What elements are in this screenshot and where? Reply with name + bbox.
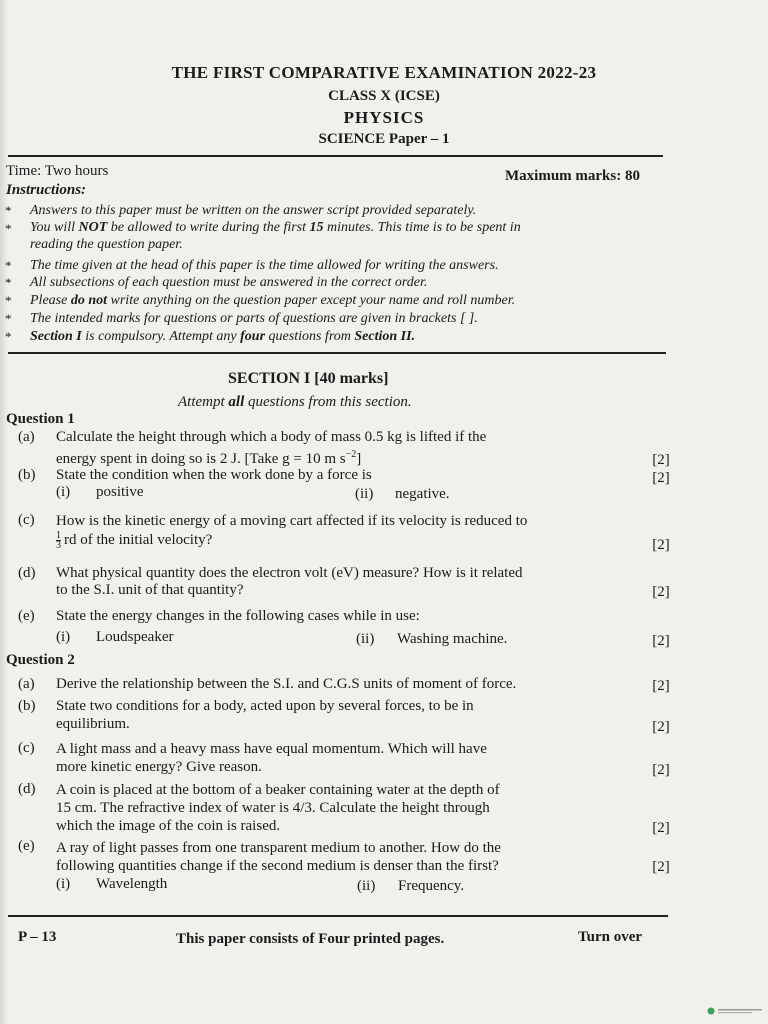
- question-text: A light mass and a heavy mass have equal momentum. Which will have: [56, 741, 487, 757]
- option-text: positive: [96, 484, 144, 500]
- marks-label: [2]: [652, 633, 670, 649]
- fraction-one-third: $\frac{1}{3}$: [56, 530, 61, 551]
- question-text: equilibrium.: [56, 716, 130, 732]
- question-text: State two conditions for a body, acted upon by several forces, to be in: [56, 698, 474, 714]
- marks-label: [2]: [652, 584, 670, 600]
- bullet-star-icon: *: [5, 293, 12, 308]
- marks-label: [2]: [652, 678, 670, 694]
- part-label: (a): [18, 429, 35, 445]
- marks-label: [2]: [652, 719, 670, 735]
- question-text: State the energy changes in the following cases while in use:: [56, 608, 420, 624]
- section-title: SECTION I [40 marks]: [228, 370, 389, 387]
- part-label: (b): [18, 467, 36, 483]
- sub-part-label: (ii): [356, 631, 375, 647]
- part-label: (e): [18, 838, 35, 854]
- page-code: P – 13: [18, 929, 57, 945]
- time-label: Time: Two hours: [6, 163, 109, 179]
- question-text: which the image of the coin is raised.: [56, 818, 281, 834]
- max-marks-label: Maximum marks: 80: [505, 168, 640, 184]
- instruction-item: Answers to this paper must be written on the answer script provided separately.: [30, 203, 477, 218]
- question-text: energy spent in doing so is 2 J. [Take g = 10 m $s^{-2}$]: [56, 449, 362, 467]
- marks-label: [2]: [652, 470, 670, 486]
- question-text: 15 cm. The refractive index of water is 4/3. Calculate the height through: [56, 800, 490, 816]
- subject-label: PHYSICS: [343, 108, 425, 127]
- question-text: A ray of light passes from one transparent medium to another. How do the: [56, 840, 501, 856]
- question-text: following quantities change if the second medium is denser than the first?: [56, 858, 499, 874]
- marks-label: [2]: [652, 859, 670, 875]
- instructions-title: Instructions:: [6, 182, 87, 198]
- option-text: negative.: [395, 486, 450, 502]
- question-text: A coin is placed at the bottom of a beaker containing water at the depth of: [56, 782, 500, 798]
- question-heading: Question 2: [6, 652, 75, 668]
- question-text: to the S.I. unit of that quantity?: [56, 582, 244, 598]
- instruction-item: The intended marks for questions or parts of questions are given in brackets [ ].: [30, 311, 478, 326]
- footer-note: This paper consists of Four printed pages.: [176, 931, 445, 947]
- instructions-divider: [8, 352, 666, 354]
- part-label: (d): [18, 565, 36, 581]
- part-label: (e): [18, 608, 35, 624]
- question-heading: Question 1: [6, 411, 75, 427]
- paper-label: SCIENCE Paper – 1: [318, 131, 450, 147]
- section-subtitle: Attempt all questions from this section.: [178, 394, 412, 410]
- header-divider: [8, 155, 663, 157]
- footer-divider: [8, 915, 668, 917]
- marks-label: [2]: [652, 452, 670, 468]
- sub-part-label: (i): [56, 629, 71, 645]
- sub-part-label: (ii): [355, 486, 374, 502]
- option-text: Wavelength: [96, 876, 168, 892]
- part-label: (b): [18, 698, 36, 714]
- instruction-item: The time given at the head of this paper is the time allowed for writing the answers.: [30, 258, 499, 273]
- question-text: State the condition when the work done by a force is: [56, 467, 372, 483]
- bullet-star-icon: *: [5, 221, 12, 236]
- part-label: (c): [18, 512, 35, 528]
- instruction-item: Section I is compulsory. Attempt any four questions from Section II.: [30, 329, 416, 344]
- turn-over-label: Turn over: [578, 929, 643, 945]
- question-text: What physical quantity does the electron volt (eV) measure? How is it related: [56, 565, 523, 581]
- sub-part-label: (i): [56, 876, 71, 892]
- question-text: $\frac{1}{3}$ rd of the initial velocity?: [56, 530, 213, 551]
- page-edge-shadow: [0, 0, 8, 1024]
- option-text: Washing machine.: [397, 631, 508, 647]
- sub-part-label: (ii): [357, 878, 376, 894]
- bullet-star-icon: *: [5, 203, 12, 218]
- bullet-star-icon: *: [5, 275, 12, 290]
- marks-label: [2]: [652, 537, 670, 553]
- scanner-stamp-icon: [706, 1006, 766, 1016]
- option-text: Loudspeaker: [96, 629, 174, 645]
- question-text: more kinetic energy? Give reason.: [56, 759, 262, 775]
- part-label: (a): [18, 676, 35, 692]
- bullet-star-icon: *: [5, 311, 12, 326]
- part-label: (c): [18, 740, 35, 756]
- instruction-item-continued: reading the question paper.: [30, 237, 183, 252]
- bullet-star-icon: *: [5, 258, 12, 273]
- question-text: Calculate the height through which a body of mass 0.5 kg is lifted if the: [56, 429, 487, 445]
- instruction-item: All subsections of each question must be answered in the correct order.: [30, 275, 428, 290]
- marks-label: [2]: [652, 762, 670, 778]
- question-text: How is the kinetic energy of a moving cart affected if its velocity is reduced to: [56, 513, 528, 529]
- option-text: Frequency.: [398, 878, 465, 894]
- sub-part-label: (i): [56, 484, 71, 500]
- marks-label: [2]: [652, 820, 670, 836]
- part-label: (d): [18, 781, 36, 797]
- instruction-item: You will NOT be allowed to write during the first 15 minutes. This time is to be spent in: [30, 220, 521, 235]
- instruction-item: Please do not write anything on the question paper except your name and roll number.: [30, 293, 516, 308]
- exam-title: THE FIRST COMPARATIVE EXAMINATION 2022-23: [171, 63, 597, 82]
- bullet-star-icon: *: [5, 329, 12, 344]
- class-label: CLASS X (ICSE): [328, 88, 440, 104]
- question-text: Derive the relationship between the S.I. and C.G.S units of moment of force.: [56, 676, 517, 692]
